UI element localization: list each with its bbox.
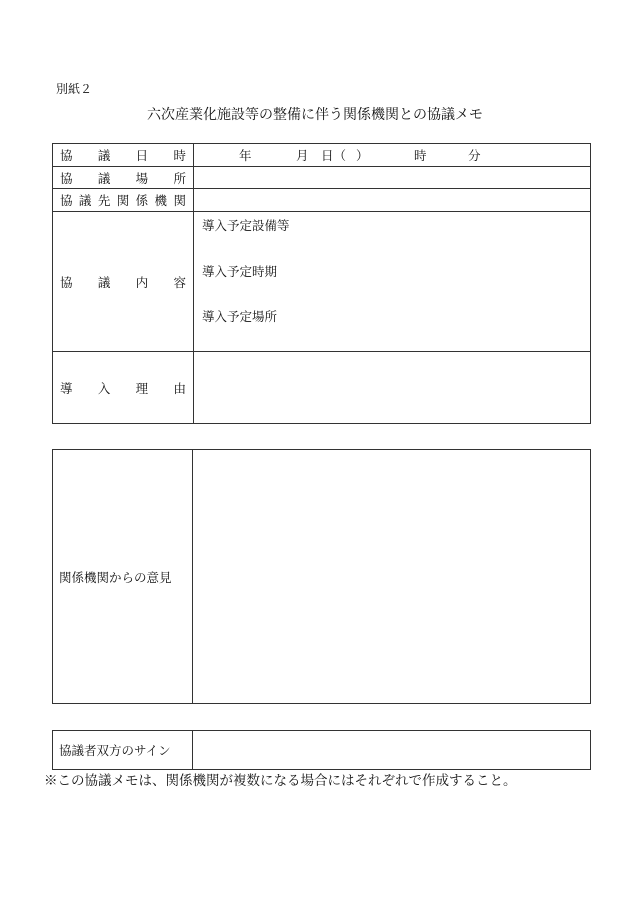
row-reason: [53, 352, 591, 424]
label-char: 機: [154, 193, 168, 208]
label-char: 協: [60, 274, 73, 290]
row-opinion: [53, 450, 591, 704]
row-signature: [53, 731, 591, 770]
content-item-equipment: 導入予定設備等: [202, 218, 290, 233]
label-char: 議: [97, 170, 111, 186]
label-char: 日: [135, 148, 149, 163]
label-char: 内: [135, 274, 149, 290]
date-minute: 分: [468, 148, 481, 163]
reason-field[interactable]: [194, 352, 591, 424]
label-content: [53, 212, 194, 352]
label-char: 入: [97, 380, 111, 396]
consultation-info-table: [52, 143, 591, 424]
date-hour: 時: [414, 148, 427, 163]
row-datetime: [53, 144, 591, 167]
row-partner: [53, 189, 591, 212]
label-char: 議: [78, 193, 92, 208]
date-year: 年: [239, 148, 252, 163]
label-char: 所: [173, 170, 186, 186]
content-item-location: 導入予定場所: [202, 309, 278, 324]
opinion-table: [52, 449, 591, 704]
label-opinion: 関係機関からの意見: [53, 450, 193, 704]
opinion-field[interactable]: [193, 450, 591, 704]
signature-table: [52, 730, 591, 770]
row-content: [53, 212, 591, 352]
label-char: 理: [135, 380, 149, 396]
label-char: 協: [60, 193, 73, 208]
footnote: ※この協議メモは、関係機関が複数になる場合にはそれぞれで作成すること。: [44, 773, 517, 789]
attachment-label: 別紙２: [56, 82, 93, 96]
signature-field[interactable]: [193, 731, 591, 770]
label-char: 場: [135, 170, 149, 186]
content-field[interactable]: [194, 212, 591, 352]
label-char: 議: [97, 274, 111, 290]
label-datetime: [53, 144, 194, 167]
label-place: [53, 167, 194, 189]
label-char: 時: [173, 148, 186, 163]
date-weekday-close: ）: [356, 148, 369, 163]
label-char: 議: [97, 148, 111, 163]
label-partner: [53, 189, 194, 212]
label-char: 由: [173, 380, 186, 396]
label-char: 協: [60, 148, 73, 163]
label-char: 関: [173, 193, 186, 208]
label-char: 先: [97, 193, 111, 208]
label-char: 導: [60, 380, 73, 396]
document-title: 六次産業化施設等の整備に伴う関係機関との協議メモ: [147, 107, 483, 123]
label-char: 容: [173, 274, 186, 290]
label-char: 係: [135, 193, 149, 208]
date-day: 日（: [321, 148, 347, 163]
label-signature: 協議者双方のサイン: [53, 731, 193, 770]
date-month: 月: [296, 148, 309, 163]
place-field[interactable]: [194, 167, 591, 189]
row-place: [53, 167, 591, 189]
datetime-field[interactable]: [194, 144, 591, 167]
label-char: 協: [60, 170, 73, 186]
label-reason: [53, 352, 194, 424]
label-char: 関: [116, 193, 130, 208]
partner-field[interactable]: [194, 189, 591, 212]
content-item-timing: 導入予定時期: [202, 263, 278, 279]
